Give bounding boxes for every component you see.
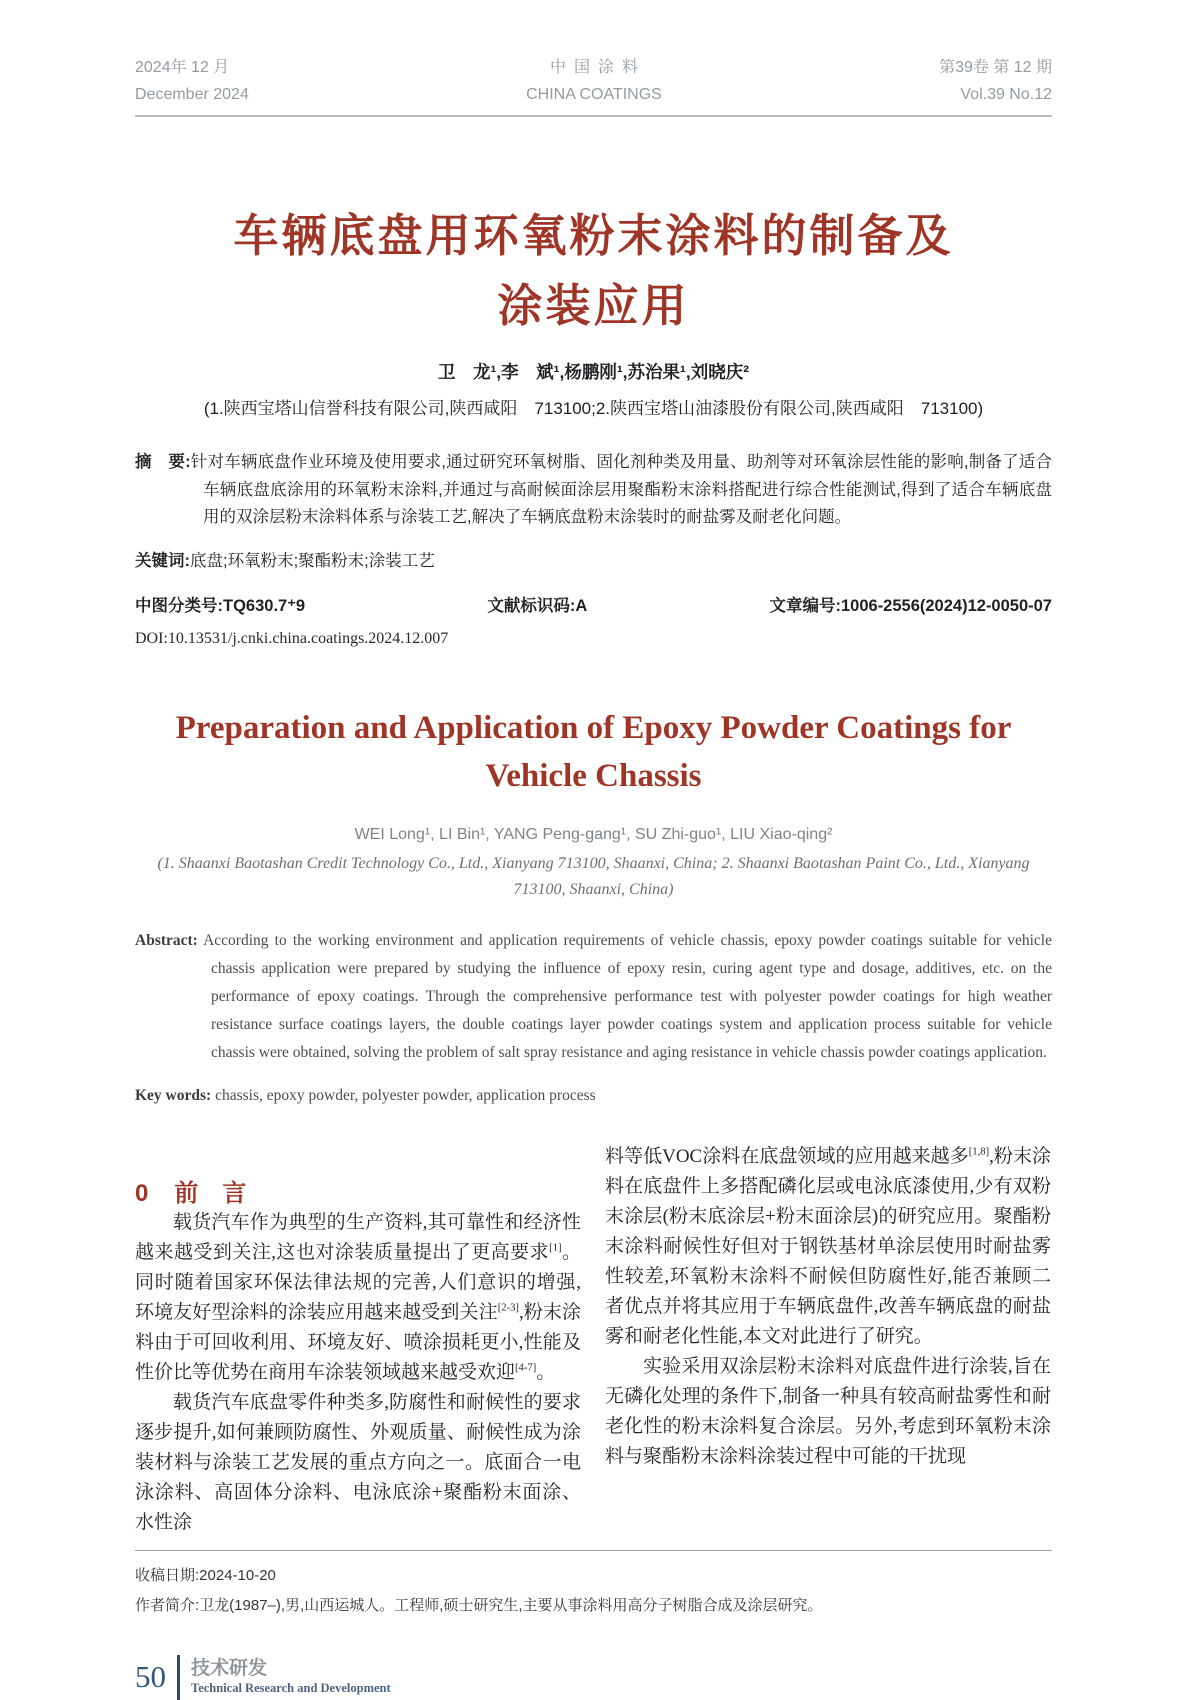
keywords-cn: [135, 548, 1052, 575]
clc-label: 中图分类号:: [135, 596, 223, 615]
article-title-cn-line2: 涂装应用: [497, 280, 690, 331]
header-journal: [526, 54, 662, 108]
header-journal-en: CHINA COATINGS: [526, 86, 662, 103]
article-title-cn-line1: 车辆底盘用环氧粉末涂料的制备及: [233, 210, 954, 261]
header-date-cn: 2024年 12 月: [135, 59, 230, 76]
page-header: [135, 0, 1052, 108]
classification-row: [135, 592, 1052, 616]
header-rule: [135, 115, 1052, 117]
article-id-value: 1006-2556(2024)12-0050-07: [840, 596, 1052, 615]
received-date-value: 2024-10-20: [199, 1566, 276, 1584]
received-date-label: 收稿日期:: [135, 1566, 200, 1584]
authors-cn: 卫 龙¹,李 斌¹,杨鹏刚¹,苏治果¹,刘晓庆²: [437, 362, 750, 382]
article-title-en: [135, 704, 1052, 800]
article-id: [769, 592, 1052, 616]
abstract-en-label: Abstract:: [135, 931, 198, 949]
page-footer: [135, 1655, 1052, 1700]
footer-divider-bar: [177, 1655, 180, 1700]
footer-column-name: [191, 1658, 391, 1697]
footer-column-en: Technical Research and Development: [191, 1680, 391, 1695]
document-code: [487, 592, 587, 616]
keywords-cn-label: 关键词:: [135, 552, 190, 570]
body-columns: [135, 1126, 1052, 1538]
author-bio-text: 卫龙(1987–),男,山西运城人。工程师,硕士研究生,主要从事涂料用高分子树脂合成及涂层研究。: [199, 1596, 823, 1614]
article-title-en-line2: Vehicle Chassis: [485, 757, 702, 794]
section-0-number: 0: [135, 1179, 149, 1207]
header-date-en: December 2024: [135, 86, 249, 103]
article-title-en-line1: Preparation and Application of Epoxy Powder Coatings for: [175, 709, 1012, 746]
authors-en: WEI Long¹, LI Bin¹, YANG Peng-gang¹, SU Zhi-guo¹, LIU Xiao-qing²: [354, 825, 833, 843]
document-code-value: A: [575, 596, 588, 615]
keywords-en-label: Key words:: [135, 1087, 212, 1104]
abstract-cn: [135, 449, 1052, 532]
body-paragraph: 载货汽车作为典型的生产资料,其可靠性和经济性越来越受到关注,这也对涂装质量提出了更高要求[1]。同时随着国家环保法律法规的完善,人们意识的增强,环境友好型涂料的涂装应用越来越受到关注[2-3],粉末涂料由于可回收利用、环境友好、喷涂损耗更小,性能及性价比等优势在商用车涂装领域越来越受欢迎[4-7]。: [135, 1211, 581, 1383]
header-issue: [939, 54, 1052, 108]
body-paragraph: 实验采用双涂层粉末涂料对底盘件进行涂装,旨在无磷化处理的条件下,制备一种具有较高耐盐雾性和耐老化性的粉末涂料复合涂层。另外,考虑到环氧粉末涂料与聚酯粉末涂料涂装过程中可能的干扰现: [605, 1355, 1051, 1467]
header-journal-cn: 中国涂料: [549, 59, 646, 76]
affiliation-cn: (1.陕西宝塔山信誉科技有限公司,陕西咸阳 713100;2.陕西宝塔山油漆股份有限公司,陕西咸阳 713100): [203, 399, 984, 418]
body-paragraph: 载货汽车底盘零件种类多,防腐性和耐候性的要求逐步提升,如何兼顾防腐性、外观质量、耐候性成为涂装材料与涂装工艺发展的重点方向之一。底面合一电泳涂料、高固体分涂料、电泳底涂+聚酯粉末面涂、水性涂: [135, 1391, 581, 1533]
article-id-label: 文章编号:: [769, 596, 841, 615]
header-date: [135, 54, 249, 108]
abstract-cn-label: 摘 要:: [135, 453, 191, 471]
footnote-rule: [135, 1550, 1052, 1551]
footnote: [135, 1561, 1052, 1621]
received-date: [135, 1561, 1052, 1591]
clc-number: [135, 592, 305, 616]
footer-column-cn: 技术研发: [191, 1657, 268, 1679]
affiliation-en: (1. Shaanxi Baotashan Credit Technology Co., Ltd., Xianyang 713100, Shaanxi, China; 2. Shaanxi Baotashan Paint Co., Ltd., Xianyang 713100, Shaanxi, China): [157, 854, 1030, 898]
header-issue-cn: 第39卷 第 12 期: [939, 59, 1052, 76]
author-bio: [135, 1591, 1052, 1621]
keywords-en: [135, 1082, 1052, 1110]
keywords-en-text: chassis, epoxy powder, polyester powder, application process: [215, 1087, 596, 1104]
section-0-title: 前 言: [174, 1179, 247, 1207]
body-column-right: [605, 1126, 1051, 1538]
page-number: 50: [135, 1659, 166, 1694]
abstract-cn-text: 针对车辆底盘作业环境及使用要求,通过研究环氧树脂、固化剂种类及用量、助剂等对环氧涂层性能的影响,制备了适合车辆底盘底涂用的环氧粉末涂料,并通过与高耐候面涂层用聚酯粉末涂料搭配进行综合性能测试,得到了适合车辆底盘用的双涂层粉末涂料体系与涂装工艺,解决了车辆底盘粉末涂装时的耐盐雾及耐老化问题。: [190, 453, 1052, 526]
clc-value: TQ630.7⁺9: [223, 596, 306, 615]
document-code-label: 文献标识码:: [487, 596, 576, 615]
doi: DOI:10.13531/j.cnki.china.coatings.2024.12.007: [135, 629, 449, 647]
author-bio-label: 作者简介:: [135, 1596, 200, 1614]
abstract-en-text: According to the working environment and application requirements of vehicle chassis, epoxy powder coatings suitable for vehicle chassis application were prepared by studying the influence of epoxy resin, curing agent type and dosage, additives, etc. on the performance of epoxy coatings. Through the comprehensive performance test with polyester powder coatings for high weather resistance surface coatings layers, the double coatings layer powder coatings system and application process suitable for vehicle chassis were obtained, solving the problem of salt spray resistance and aging resistance in vehicle chassis powder coatings application.: [203, 931, 1052, 1061]
section-0-heading: [135, 1180, 581, 1208]
header-issue-en: Vol.39 No.12: [960, 86, 1052, 103]
body-paragraph: 料等低VOC涂料在底盘领域的应用越来越多[1,8],粉末涂料在底盘件上多搭配磷化层或电泳底漆使用,少有双粉末涂层(粉末底涂层+粉末面涂层)的研究应用。聚酯粉末涂料耐候性好但对于钢铁基材单涂层使用时耐盐雾性较差,环氧粉末涂料不耐候但防腐性好,能否兼顾二者优点并将其应用于车辆底盘件,改善车辆底盘的耐盐雾和耐老化性能,本文对此进行了研究。: [605, 1145, 1051, 1347]
abstract-en: [135, 927, 1052, 1067]
body-column-left: [135, 1126, 581, 1538]
keywords-cn-text: 底盘;环氧粉末;聚酯粉末;涂装工艺: [190, 552, 435, 570]
article-title-cn: [135, 201, 1052, 341]
